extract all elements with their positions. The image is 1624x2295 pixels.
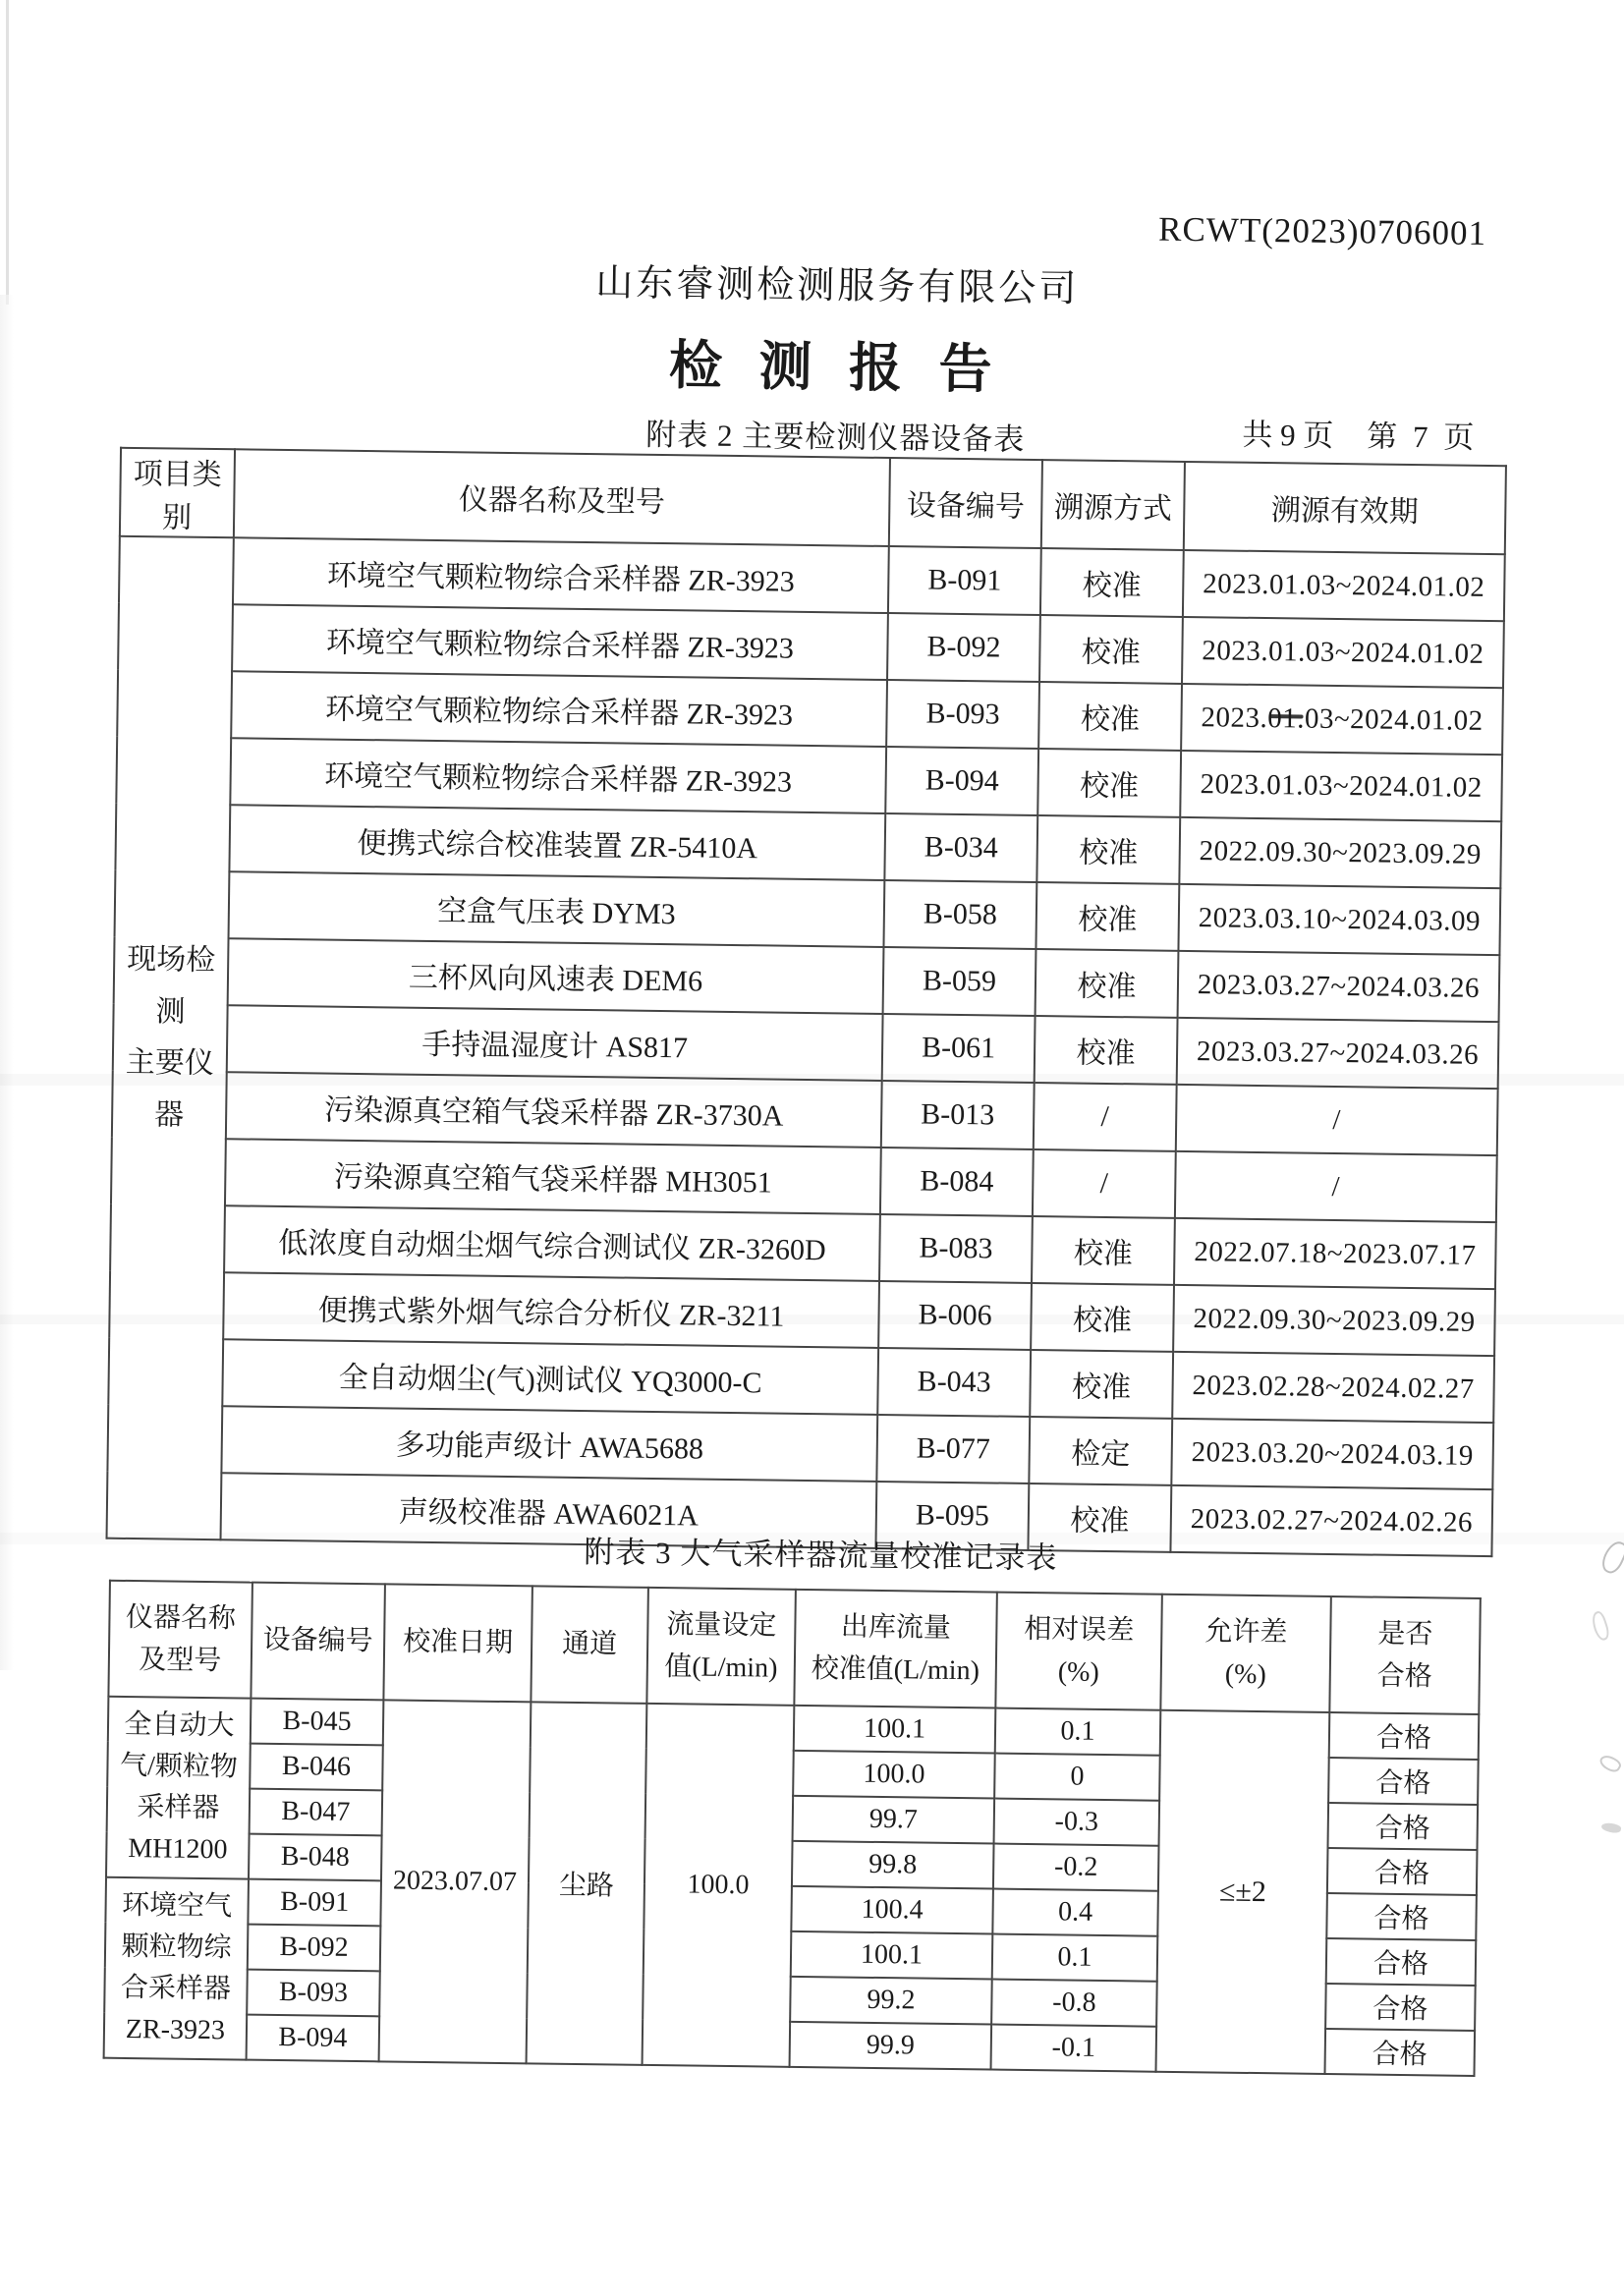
relative-error: 0	[994, 1754, 1160, 1801]
measured-flow: 99.7	[793, 1796, 995, 1844]
table-header-row	[108, 1581, 1480, 1714]
trace-method: 校准	[1028, 1483, 1171, 1552]
instrument-name: 多功能声级计 AWA5688	[221, 1406, 877, 1482]
device-code: B-091	[888, 546, 1041, 615]
trace-validity: 2023.02.28~2024.02.27	[1172, 1352, 1494, 1423]
relative-error: 0.1	[995, 1708, 1161, 1756]
col-device-code: 设备编号	[889, 458, 1042, 548]
measured-flow: 100.4	[791, 1886, 993, 1934]
trace-method: 校准	[1035, 1016, 1178, 1085]
pass-fail: 合格	[1326, 1938, 1477, 1986]
instrument-name: 声级校准器 AWA6021A	[221, 1473, 877, 1548]
measured-flow: 99.9	[790, 2022, 992, 2070]
device-code: B-092	[248, 1925, 381, 1972]
trace-validity: 2023.01.03~2024.01.02	[1181, 684, 1503, 755]
calibration-date: 2023.07.07	[379, 1700, 532, 2063]
instrument-name: 污染源真空箱气袋采样器 ZR-3730A	[226, 1072, 882, 1148]
trace-validity: 2023.03.20~2024.03.19	[1171, 1419, 1493, 1489]
col-channel: 通道	[531, 1586, 648, 1704]
trace-validity: 2023.01.03~2024.01.02	[1183, 550, 1505, 621]
device-code: B-013	[881, 1081, 1035, 1149]
allowed-deviation: ≤±2	[1156, 1710, 1330, 2074]
trace-method: 校准	[1039, 615, 1183, 684]
device-code: B-043	[877, 1348, 1031, 1417]
trace-validity: 2022.09.30~2023.09.29	[1173, 1285, 1495, 1356]
measured-flow: 100.0	[793, 1751, 995, 1799]
flow-setpoint: 100.0	[643, 1704, 795, 2067]
device-code: B-045	[251, 1699, 384, 1746]
instrument-name: 环境空气颗粒物综合采样器 ZR-3923	[230, 738, 886, 813]
col-trace-method: 溯源方式	[1041, 460, 1185, 550]
device-code: B-077	[876, 1415, 1030, 1483]
table2-caption: 附表 2 主要检测仪器设备表	[645, 417, 1026, 457]
device-code: B-048	[249, 1834, 382, 1881]
device-code: B-046	[250, 1744, 383, 1791]
relative-error: 0.4	[992, 1889, 1158, 1936]
trace-validity: /	[1176, 1085, 1498, 1155]
trace-validity: 2023.02.27~2024.02.26	[1170, 1485, 1492, 1556]
relative-error: -0.8	[991, 1980, 1157, 2027]
device-code: B-061	[882, 1014, 1036, 1083]
col-calibration-date: 校准日期	[383, 1584, 532, 1702]
document-title: 检 测 报 告	[668, 336, 1004, 400]
col-relative-error: 相对误差 (%)	[995, 1593, 1162, 1710]
device-code: B-092	[887, 613, 1040, 682]
trace-method: /	[1034, 1083, 1177, 1151]
pagination	[1081, 408, 1479, 457]
measured-flow: 99.8	[792, 1841, 994, 1889]
trace-validity: /	[1175, 1151, 1497, 1222]
measured-flow: 100.1	[794, 1706, 996, 1754]
trace-validity: 2022.07.18~2023.07.17	[1174, 1218, 1496, 1289]
device-code: B-095	[875, 1482, 1029, 1550]
trace-validity: 2022.09.30~2023.09.29	[1179, 817, 1501, 888]
pass-fail: 合格	[1324, 2029, 1475, 2076]
device-code: B-094	[247, 2015, 380, 2062]
measured-flow: 99.2	[790, 1977, 992, 2025]
relative-error: -0.3	[994, 1799, 1160, 1846]
channel: 尘路	[527, 1702, 647, 2065]
measured-flow: 100.1	[791, 1931, 993, 1980]
instrument-name: 环境空气颗粒物综合采样器 ZR-3923	[231, 671, 887, 747]
device-code: B-034	[884, 813, 1037, 882]
device-code: B-084	[880, 1148, 1034, 1216]
flow-calibration-table	[103, 1580, 1482, 2077]
pass-fail: 合格	[1327, 1848, 1478, 1895]
device-code: B-058	[883, 880, 1036, 949]
company-name: 山东睿测检测服务有限公司	[594, 262, 1080, 310]
device-code: B-091	[248, 1879, 381, 1927]
instrument-name: 污染源真空箱气袋采样器 MH3051	[225, 1139, 881, 1214]
instrument-name: 环境空气颗粒物综合采样器 ZR-3923	[232, 604, 888, 680]
col-project-category: 项目类别	[120, 448, 235, 538]
device-code: B-083	[879, 1214, 1033, 1283]
col-trace-validity: 溯源有效期	[1184, 462, 1506, 554]
pass-fail: 合格	[1325, 1984, 1476, 2031]
instrument-name: 便携式紫外烟气综合分析仪 ZR-3211	[223, 1272, 879, 1348]
trace-method: 校准	[1030, 1350, 1173, 1419]
pass-fail: 合格	[1328, 1758, 1479, 1805]
col-pass-fail: 是否 合格	[1329, 1596, 1481, 1714]
page-current: 第 7 页	[1367, 419, 1479, 455]
instrument-name: 全自动烟尘(气)测试仪 YQ3000-C	[222, 1339, 878, 1415]
col-measured-flow: 出库流量 校准值(L/min)	[794, 1590, 997, 1708]
trace-validity: 2023.01.03~2024.01.02	[1182, 617, 1504, 688]
trace-method: 校准	[1031, 1283, 1174, 1352]
project-category: 现场检测 主要仪器	[107, 536, 234, 1539]
instrument-group-name: 全自动大 气/颗粒物 采样器 MH1200	[106, 1697, 251, 1879]
instrument-name: 便携式综合校准装置 ZR-5410A	[229, 805, 885, 880]
trace-method: 校准	[1038, 682, 1182, 751]
main-equipment-table	[106, 447, 1507, 1557]
trace-validity: 2023.03.27~2024.03.26	[1177, 1018, 1499, 1089]
trace-method: 校准	[1036, 949, 1179, 1018]
table3-caption: 附表 3 大气采样器流量校准记录表	[584, 1535, 1058, 1576]
relative-error: 0.1	[992, 1934, 1158, 1982]
instrument-name: 三杯风向风速表 DEM6	[228, 938, 884, 1014]
trace-method: 校准	[1032, 1216, 1175, 1285]
trace-method: 校准	[1036, 882, 1179, 951]
trace-method: 校准	[1036, 815, 1180, 884]
device-code: B-093	[247, 1970, 380, 2017]
instrument-group-name: 环境空气 颗粒物综 合采样器 ZR-3923	[104, 1877, 249, 2060]
report-number: RCWT(2023)0706001	[1157, 209, 1487, 252]
page-total: 共 9 页	[1242, 417, 1334, 453]
device-code: B-047	[250, 1789, 383, 1836]
trace-method: 校准	[1037, 749, 1181, 817]
device-code: B-006	[878, 1281, 1032, 1350]
col-flow-setpoint: 流量设定 值(L/min)	[646, 1588, 796, 1706]
relative-error: -0.2	[993, 1844, 1159, 1891]
pass-fail: 合格	[1329, 1712, 1480, 1760]
device-code: B-094	[885, 747, 1038, 815]
trace-validity: 2023.03.27~2024.03.26	[1178, 951, 1500, 1022]
instrument-name: 环境空气颗粒物综合采样器 ZR-3923	[233, 537, 889, 613]
pass-fail: 合格	[1326, 1893, 1477, 1940]
col-device-code: 设备编号	[251, 1583, 385, 1701]
trace-method: 校准	[1040, 548, 1184, 617]
pass-fail: 合格	[1328, 1803, 1479, 1850]
device-code: B-093	[886, 680, 1039, 749]
col-allowed-deviation: 允许差 (%)	[1160, 1595, 1331, 1712]
relative-error: -0.1	[991, 2025, 1157, 2072]
instrument-name: 空盒气压表 DYM3	[229, 871, 885, 947]
trace-method: /	[1033, 1149, 1176, 1218]
trace-method: 检定	[1029, 1417, 1172, 1485]
col-instrument-name: 仪器名称及型号	[234, 449, 890, 546]
device-code: B-059	[883, 947, 1036, 1016]
col-instrument-name: 仪器名称 及型号	[108, 1581, 252, 1699]
trace-validity: 2023.03.10~2024.03.09	[1178, 884, 1500, 955]
instrument-name: 低浓度自动烟尘烟气综合测试仪 ZR-3260D	[224, 1205, 880, 1281]
instrument-name: 手持温湿度计 AS817	[227, 1005, 883, 1081]
trace-validity: 2023.01.03~2024.01.02	[1180, 751, 1502, 821]
